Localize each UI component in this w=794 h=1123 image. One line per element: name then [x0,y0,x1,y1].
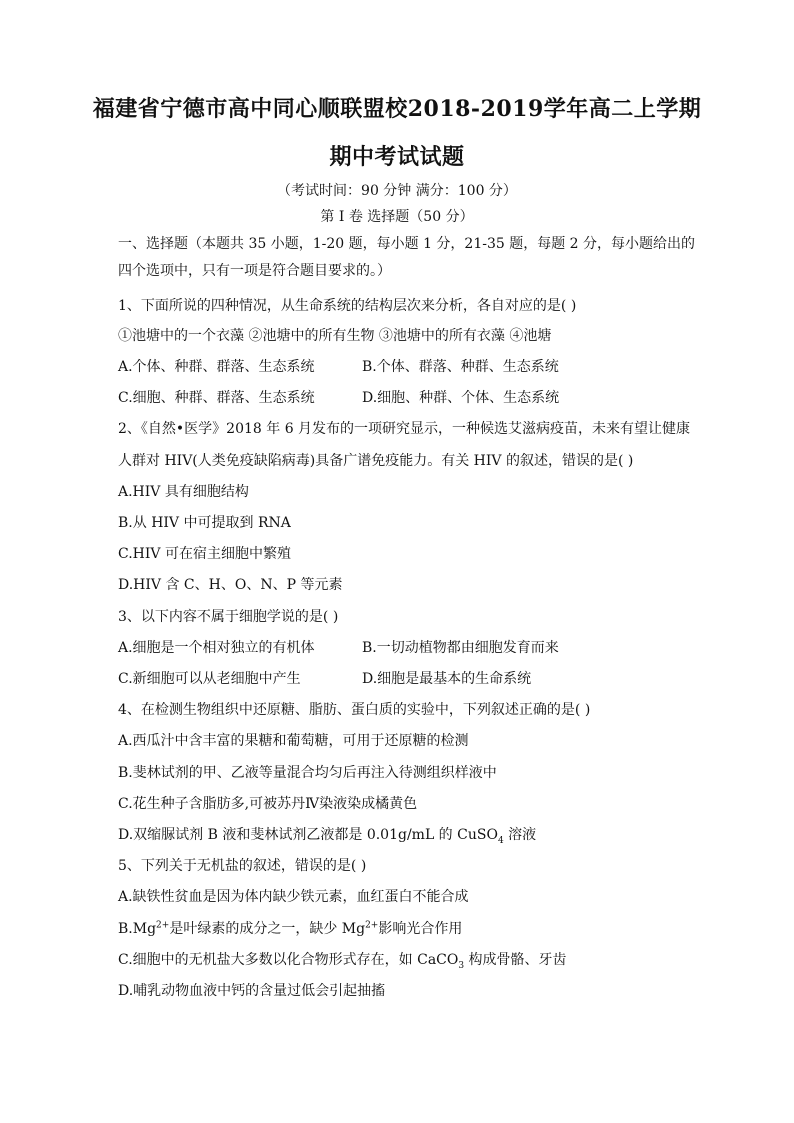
q1-option-d: D.细胞、种群、个体、生态系统 [362,390,560,406]
q5-option-d: D.哺乳动物血液中钙的含量过低会引起抽搐 [118,983,386,999]
q4-stem: 4、在检测生物组织中还原糖、脂肪、蛋白质的实验中，下列叙述正确的是( ) [118,702,591,718]
q5-option-b-superscript-2: 2+ [365,920,379,931]
q5-option-c-tail: 构成骨骼、牙齿 [464,952,567,968]
q1-option-b: B.个体、群落、种群、生态系统 [362,359,559,375]
q3-option-b: B.一切动植物都由细胞发育而来 [362,640,559,656]
q1-stem: 1、下面所说的四种情况，从生命系统的结构层次来分析，各自对应的是( ) [118,298,577,314]
q4-option-d [118,826,536,844]
q5-option-c-subscript: 3 [458,960,465,971]
q2-stem-line2: 人群对 HIV(人类免疫缺陷病毒)具备广谱免疫能力。有关 HIV 的叙述，错误的是( ) [118,453,634,469]
instructions-line2: 四个选项中，只有一项是符合题目要求的。） [118,263,391,279]
section-title: 第 I 卷 选择题（50 分） [320,209,474,225]
q5-option-b-text: B.Mg [118,921,157,937]
q2-stem-line1: 2、《自然•医学》2018 年 6 月发布的一项研究显示，一种候选艾滋病疫苗，未来有望让健康 [118,421,691,437]
q3-stem: 3、以下内容不属于细胞学说的是( ) [118,609,339,625]
q4-option-d-text: D.双缩脲试剂 B 液和斐林试剂乙液都是 0.01g/mL 的 CuSO [118,827,498,843]
q2-option-d: D.HIV 含 C、H、O、N、P 等元素 [118,577,343,593]
exam-title-line1: 福建省宁德市高中同心顺联盟校2018-2019学年高二上学期 [92,96,702,122]
q5-option-c [118,951,567,969]
instructions-line1: 一、选择题（本题共 35 小题，1-20 题，每小题 1 分，21-35 题，每题 2 分，每小题给出的 [118,236,696,252]
q5-option-b [118,920,462,938]
q4-option-d-tail: 溶液 [503,827,537,843]
q5-option-b-middle: 是叶绿素的成分之一，缺少 Mg [169,921,366,937]
q4-option-d-subscript: 4 [497,835,504,846]
q1-items: ①池塘中的一个衣藻 ②池塘中的所有生物 ③池塘中的所有衣藻 ④池塘 [118,328,552,344]
exam-title-line2: 期中考试试题 [329,144,465,170]
q5-option-a: A.缺铁性贫血是因为体内缺少铁元素，血红蛋白不能合成 [118,889,469,905]
q5-stem: 5、下列关于无机盐的叙述，错误的是( ) [118,858,367,874]
q4-option-b: B.斐林试剂的甲、乙液等量混合均匀后再注入待测组织样液中 [118,765,497,781]
q4-option-c: C.花生种子含脂肪多,可被苏丹Ⅳ染液染成橘黄色 [118,796,418,812]
q2-option-b: B.从 HIV 中可提取到 RNA [118,515,291,531]
q3-option-c: C.新细胞可以从老细胞中产生 [118,671,301,687]
q3-option-d: D.细胞是最基本的生命系统 [362,671,532,687]
q1-option-a: A.个体、种群、群落、生态系统 [118,359,315,375]
q4-option-a: A.西瓜汁中含丰富的果糖和葡萄糖，可用于还原糖的检测 [118,733,469,749]
exam-info: （考试时间：90 分钟 满分：100 分） [277,183,517,199]
q3-option-a: A.细胞是一个相对独立的有机体 [118,640,315,656]
q1-option-c: C.细胞、种群、群落、生态系统 [118,390,315,406]
q2-option-a: A.HIV 具有细胞结构 [118,484,249,500]
q2-option-c: C.HIV 可在宿主细胞中繁殖 [118,546,291,562]
q5-option-b-tail: 影响光合作用 [378,921,463,937]
q5-option-c-text: C.细胞中的无机盐大多数以化合物形式存在，如 CaCO [118,952,459,968]
q5-option-b-superscript-1: 2+ [156,920,170,931]
